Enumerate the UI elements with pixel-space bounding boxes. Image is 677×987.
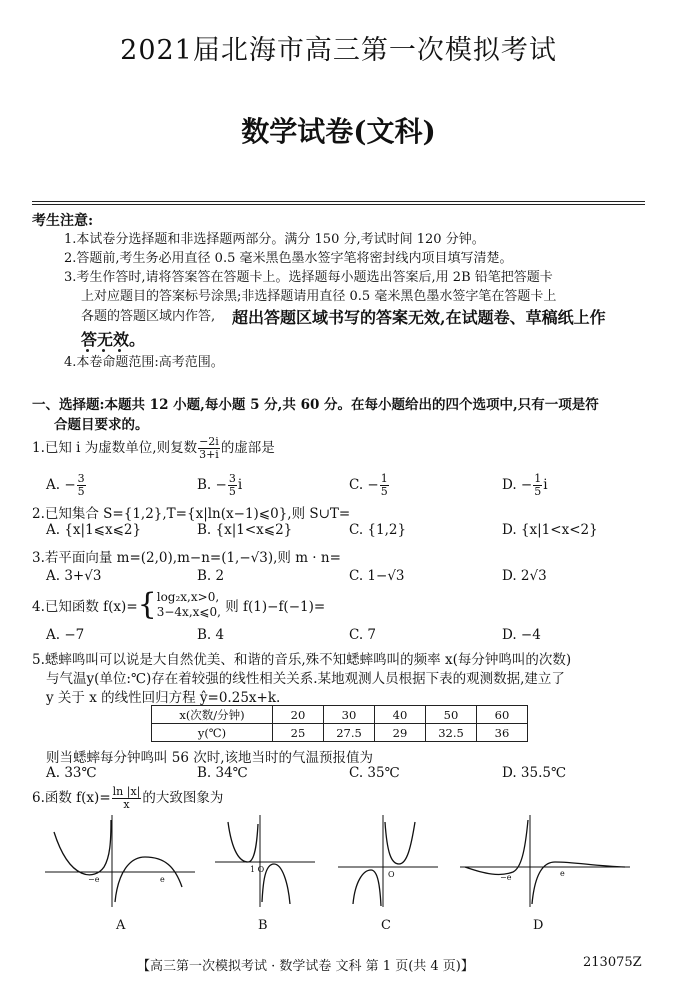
observation-table [151,705,528,742]
graph-b[interactable] [210,812,320,912]
table-header-x: x(次数/分钟) [152,706,273,724]
q5-option-c[interactable]: C. 35℃ [349,765,400,781]
q4-option-d[interactable]: D. −4 [502,627,541,643]
q6-fraction [112,786,142,811]
q2-option-b[interactable]: B. {x|1<x⩽2} [197,522,293,538]
emphasis-dot [102,349,105,352]
emphasis-dot [118,349,121,352]
table-cell: 20 [273,706,324,724]
exam-title: 2021届北海市高三第一次模拟考试 [120,35,557,66]
q4-case-1: log₂x,x>0, [156,590,220,604]
notice-item-3-cont: 上对应题目的答案标号涂黑;非选择题请用直径 0.5 毫米黑色墨水签字笔在答题卡上 [81,289,557,304]
q4-option-c[interactable]: C. 7 [349,627,377,643]
table-cell: 36 [477,724,528,742]
q4-text: 4.已知函数 f(x)= [32,599,138,615]
table-cell: 27.5 [324,724,375,742]
notice-item-3-cont2: 各题的答题区域内作答, [81,309,216,324]
notice-heading: 考生注意: [32,213,94,229]
q1-fraction [198,436,220,461]
q4-case-2: 3−4x,x⩽0, [156,605,221,619]
q1-text: 1.已知 i 为虚数单位,则复数 [32,440,198,456]
q2-option-d[interactable]: D. {x|1<x<2} [502,522,598,538]
q6-numerator: ln |x| [112,785,141,798]
graph-curve [353,870,381,906]
axis-tick: 1 O [250,865,265,874]
graph-curve [262,864,290,904]
header-rule-inner [32,204,645,205]
table-cell: 60 [477,706,528,724]
graph-a[interactable] [40,812,200,912]
table-row [152,724,528,742]
page-footer: 【高三第一次模拟考试 · 数学试卷 文科 第 1 页(共 4 页)】 [137,959,474,974]
notice-item-1: 1.本试卷分选择题和非选择题两部分。满分 150 分,考试时间 120 分钟。 [64,232,485,247]
axis-tick: −e [500,873,512,882]
question-5-line4: 则当蟋蟀每分钟鸣叫 56 次时,该地当时的气温预报值为 [46,750,374,766]
q5-option-b[interactable]: B. 34℃ [197,765,248,781]
q1-option-a[interactable]: A. − $\frac{3}{5}$ [46,472,85,498]
axis-tick: O [388,870,395,879]
q3-option-b[interactable]: B. 2 [197,568,225,584]
question-5-line1: 5.蟋蟀鸣叫可以说是大自然优美、和谐的音乐,殊不知蟋蟀鸣叫的频率 x(每分钟鸣叫的次数) [32,652,572,668]
section-heading-cont: 合题目要求的。 [54,417,149,433]
paper-code: 213075Z [583,955,642,970]
question-6-stem [32,786,223,811]
question-5-line3: y 关于 x 的线性回归方程 ŷ=0.25x+k. [46,690,281,706]
graph-d[interactable] [455,812,635,912]
header-rule [32,201,645,202]
table-row [152,706,528,724]
table-cell: 40 [375,706,426,724]
q5-option-d[interactable]: D. 35.5℃ [502,765,567,781]
q6-text-end: 的大致图象为 [142,790,224,806]
graph-c[interactable] [333,812,443,912]
question-3-stem: 3.若平面向量 m=(2,0),m−n=(1,−√3),则 m · n= [32,550,341,566]
question-4-stem [32,587,326,622]
notice-emphasis-cont: 答无效。 [81,330,146,349]
notice-item-3: 3.考生作答时,请将答案答在答题卡上。选择题每小题选出答案后,用 2B 铅笔把答题卡 [64,270,553,285]
graph-curve [532,862,625,904]
table-cell: 30 [324,706,375,724]
notice-emphasis: 超出答题区域书写的答案无效,在试题卷、草稿纸上作 [232,308,606,327]
notice-item-4: 4.本卷命题范围:高考范围。 [64,355,224,370]
q1-denominator: 3+i [199,448,219,461]
table-cell: 50 [426,706,477,724]
exam-subtitle: 数学试卷(文科) [241,115,436,148]
graph-label-d: D [533,918,544,933]
q4-text-end: 则 f(1)−f(−1)= [225,599,326,615]
graph-curve [54,820,111,875]
q3-option-d[interactable]: D. 2√3 [502,568,547,584]
question-2-stem: 2.已知集合 S={1,2},T={x|ln(x−1)⩽0},则 S∪T= [32,506,351,522]
axis-tick: e [560,869,565,878]
table-cell: 32.5 [426,724,477,742]
q4-option-b[interactable]: B. 4 [197,627,225,643]
graph-label-b: B [258,918,268,933]
graph-curve [115,857,182,902]
graph-label-c: C [381,918,391,933]
table-cell: 29 [375,724,426,742]
question-5-line2: 与气温y(单位:℃)存在着较强的线性相关关系.某地观测人员根据下表的观测数据,建立了 [46,671,565,687]
question-1-stem [32,436,275,461]
graph-label-a: A [116,918,126,933]
section-heading: 一、选择题:本题共 12 小题,每小题 5 分,共 60 分。在每小题给出的四个选项中,只有一项是符 [32,397,599,413]
q1-numerator: −2i [199,435,219,448]
graph-curve [385,822,415,864]
axis-tick: e [160,875,165,884]
q4-brace: { [137,587,157,622]
q3-option-a[interactable]: A. 3+√3 [46,568,102,584]
notice-item-2: 2.答题前,考生务必用直径 0.5 毫米黑色墨水签字笔将密封线内项目填写清楚。 [64,251,513,266]
q6-text: 6.函数 f(x)= [32,790,111,806]
q1-option-c[interactable]: C. − $\frac{1}{5}$ [349,472,388,498]
q1-option-b[interactable]: B. − $\frac{3}{5}$ i [197,472,243,498]
table-header-y: y(℃) [152,724,273,742]
q1-option-d[interactable]: D. − $\frac{1}{5}$ i [502,472,548,498]
q2-option-c[interactable]: C. {1,2} [349,522,407,538]
q4-cases [157,590,221,620]
graph-curve [465,820,528,874]
table-cell: 25 [273,724,324,742]
q3-option-c[interactable]: C. 1−√3 [349,568,405,584]
q4-option-a[interactable]: A. −7 [46,627,85,643]
q6-denominator: x [123,798,130,811]
graph-curve [228,822,258,862]
q1-text-end: 的虚部是 [220,440,275,456]
axis-tick: −e [88,875,100,884]
emphasis-dot [86,349,89,352]
q2-option-a[interactable]: A. {x|1⩽x⩽2} [46,522,142,538]
q5-option-a[interactable]: A. 33℃ [46,765,97,781]
